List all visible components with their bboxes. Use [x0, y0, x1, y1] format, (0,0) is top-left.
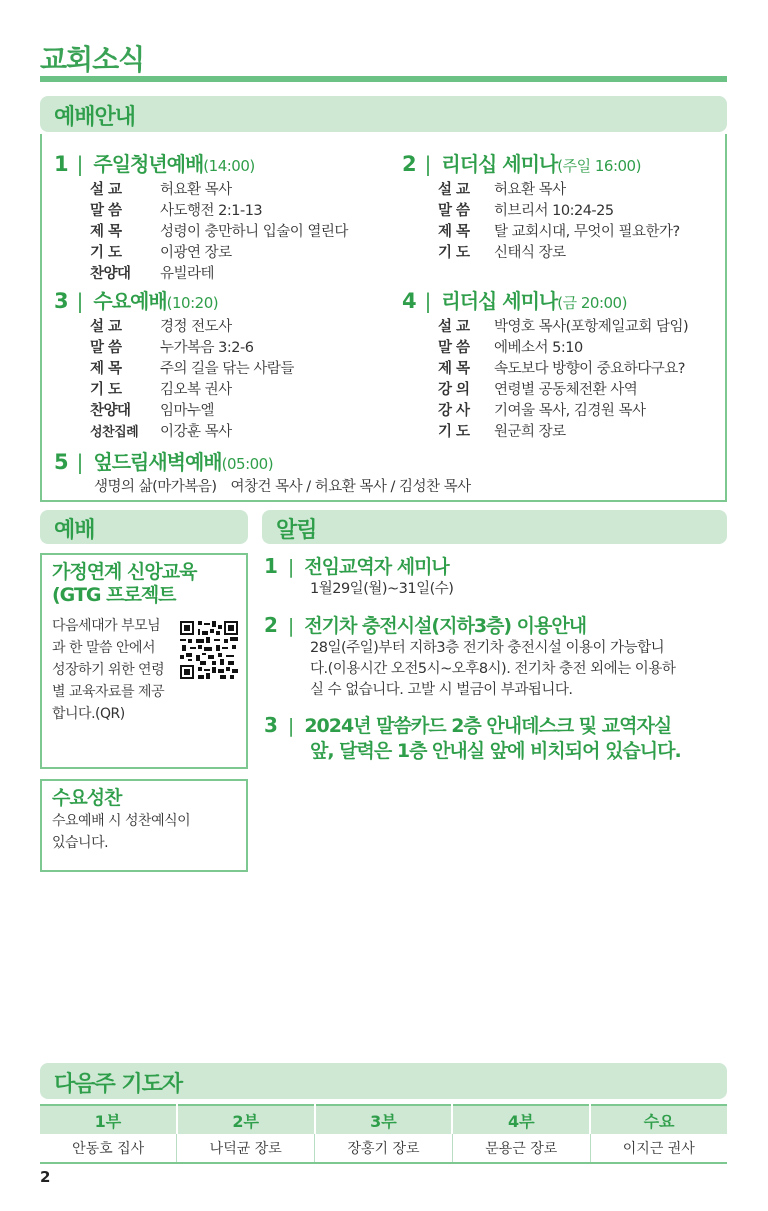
service-row: 설 교 허요환 목사 [438, 182, 566, 198]
page-number: 2 [40, 1168, 51, 1186]
wednesday-communion-box [40, 779, 248, 872]
title-divider [40, 76, 727, 82]
prayer-col-header: 3부 [315, 1105, 453, 1134]
wednesday-communion-title: 수요성찬 [52, 787, 122, 809]
service-time: (14:00) [203, 157, 255, 175]
service-row: 강 의 연령별 공동체전환 사역 [438, 382, 638, 398]
prayer-col-header: 4부 [452, 1105, 590, 1134]
notice-title-line2: 앞, 달력은 1층 안내실 앞에 비치되어 있습니다. [310, 740, 681, 762]
notice-body: 28일(주일)부터 지하3층 전기차 충전시설 이용이 가능합니 [310, 640, 665, 656]
gtg-text: 과 한 말씀 안에서 [52, 640, 156, 656]
notice-title: 전임교역자 세미나 [304, 556, 449, 578]
service-row: 제 목 주의 길을 닦는 사람들 [90, 361, 294, 377]
service-row: 찬양대 유빌라테 [90, 266, 215, 282]
service-row: 기 도 김오복 권사 [90, 382, 232, 398]
service-2: 2 | 리더십 세미나 (주일 16:00) 설 교 허요환 목사 말 씀 히브리서 10:24-25 제 목 탈 교회시대, 무엇이 필요한가? 기 도 신태식 장로 [402, 148, 680, 264]
gtg-text: 합니다.(QR) [52, 706, 125, 722]
service-time: (05:00) [221, 455, 274, 473]
service-row: 제 목 성령이 충만하니 입술이 열린다 [90, 224, 348, 240]
notice-1: 1 | 전임교역자 세미나 1월29일(월)~31일(수) [264, 552, 453, 600]
prayer-col-header: 수요 [590, 1105, 727, 1134]
service-number: 2 [402, 152, 417, 176]
service-time: (10:20) [166, 294, 219, 312]
worship-side-header [40, 510, 248, 544]
wednesday-communion-text: 수요예배 시 성찬예식이 [52, 813, 191, 829]
service-row: 말 씀 누가복음 3:2-6 [90, 340, 254, 356]
service-number: 4 [402, 289, 417, 313]
prayer-name: 이지근 권사 [590, 1134, 727, 1163]
service-row: 강 사 기여울 목사, 김경원 목사 [438, 403, 646, 419]
prayer-title: 다음주 기도자 [54, 1072, 183, 1097]
service-5: 5 | 엎드림새벽예배 (05:00) 생명의 삶(마가복음) 여창건 목사 / 허요환 목사 / 김성찬 목사 [54, 446, 471, 498]
service-title: 리더십 세미나 [441, 152, 558, 176]
service-number: 5 [54, 450, 69, 474]
service-row: 설 교 경정 전도사 [90, 319, 232, 335]
table-row [40, 1134, 727, 1163]
gtg-text: 성장하기 위한 연령 [52, 662, 165, 678]
service-row: 말 씀 사도행전 2:1-13 [90, 203, 263, 219]
page-title: 교회소식 [40, 43, 145, 76]
service-number: 3 [54, 289, 69, 313]
worship-side-title: 예배 [54, 518, 95, 543]
notice-3: 3 | 2024년 말씀카드 2층 안내데스크 및 교역자실 앞, 달력은 1층 안내실 앞에 비치되어 있습니다. [264, 711, 681, 765]
service-row: 말 씀 히브리서 10:24-25 [438, 203, 614, 219]
prayer-name: 나덕균 장로 [177, 1134, 315, 1163]
prayer-col-header: 2부 [177, 1105, 315, 1134]
service-3: 3 | 수요예배 (10:20) 설 교 경정 전도사 말 씀 누가복음 3:2-6 제 목 주의 길을 닦는 사람들 기 도 김오복 권사 찬양대 임마누엘 성찬집례 이강훈 목사 [54, 285, 294, 443]
service-row: 기 도 이광연 장로 [90, 245, 232, 261]
service-title: 엎드림새벽예배 [93, 450, 222, 474]
notice-title: 전기차 충전시설(지하3층) 이용안내 [304, 615, 587, 637]
service-time: (주일 16:00) [557, 157, 641, 175]
service-row: 제 목 속도보다 방향이 중요하다구요? [438, 361, 686, 377]
service-row: 기 도 원군희 장로 [438, 424, 566, 440]
gtg-text: 다음세대가 부모님 [52, 618, 161, 634]
service-row: 찬양대 임마누엘 [90, 403, 215, 419]
qr-code-icon[interactable] [180, 621, 238, 679]
notice-title: 2024년 말씀카드 2층 안내데스크 및 교역자실 [304, 715, 672, 737]
service-1: 1 | 주일청년예배 (14:00) 설 교 허요환 목사 말 씀 사도행전 2:1-13 제 목 성령이 충만하니 입술이 열린다 기 도 이광연 장로 찬양대 유빌라테 [54, 148, 348, 285]
service-number: 1 [54, 152, 69, 176]
notice-header [262, 510, 727, 544]
gtg-title-line1: 가정연계 신앙교육 [52, 561, 197, 583]
prayer-col-header: 1부 [40, 1105, 177, 1134]
prayer-table [40, 1104, 727, 1164]
service-row: 성찬집례 이강훈 목사 [90, 424, 232, 440]
service-line: 생명의 삶(마가복음) 여창건 목사 / 허요환 목사 / 김성찬 목사 [94, 479, 471, 495]
service-title: 수요예배 [93, 289, 167, 313]
service-time: (금 20:00) [557, 294, 627, 312]
notice-title: 알림 [276, 518, 317, 543]
gtg-text: 별 교육자료를 제공 [52, 684, 165, 700]
notice-body: 1월29일(월)~31일(수) [310, 581, 454, 597]
prayer-header [40, 1063, 727, 1099]
service-4: 4 | 리더십 세미나 (금 20:00) 설 교 박영호 목사(포항제일교회 담임) 말 씀 에베소서 5:10 제 목 속도보다 방향이 중요하다구요? 강 의 연령별 공동체전환 사역 강 사 기여울 목사, 김경원 목사 기 도 원군희 장로 [402, 285, 688, 443]
service-row: 설 교 박영호 목사(포항제일교회 담임) [438, 319, 689, 335]
prayer-name: 문용근 장로 [452, 1134, 590, 1163]
notice-body: 실 수 없습니다. 고발 시 벌금이 부과됩니다. [310, 682, 573, 698]
wednesday-communion-text: 있습니다. [52, 835, 109, 851]
notice-2: 2 | 전기차 충전시설(지하3층) 이용안내 28일(주일)부터 지하3층 전기차 충전시설 이용이 가능합니 다.(이용시간 오전5시~오후8시). 전기차 충전 외에는 이용하 실 수 없습니다. 고발 시 벌금이 부과됩니다. [264, 611, 675, 701]
service-row: 제 목 탈 교회시대, 무엇이 필요한가? [438, 224, 680, 240]
service-title: 리더십 세미나 [441, 289, 558, 313]
service-row: 설 교 허요환 목사 [90, 182, 232, 198]
service-row: 기 도 신태식 장로 [438, 245, 566, 261]
worship-info-header [40, 96, 727, 132]
service-row: 말 씀 에베소서 5:10 [438, 340, 583, 356]
service-title: 주일청년예배 [93, 152, 204, 176]
prayer-name: 장홍기 장로 [315, 1134, 453, 1163]
notice-body: 다.(이용시간 오전5시~오후8시). 전기차 충전 외에는 이용하 [310, 661, 676, 677]
prayer-name: 안동호 집사 [40, 1134, 177, 1163]
worship-info-title: 예배안내 [54, 105, 136, 130]
gtg-box [40, 553, 248, 769]
gtg-title-line2: (GTG 프로젝트 [52, 584, 176, 606]
